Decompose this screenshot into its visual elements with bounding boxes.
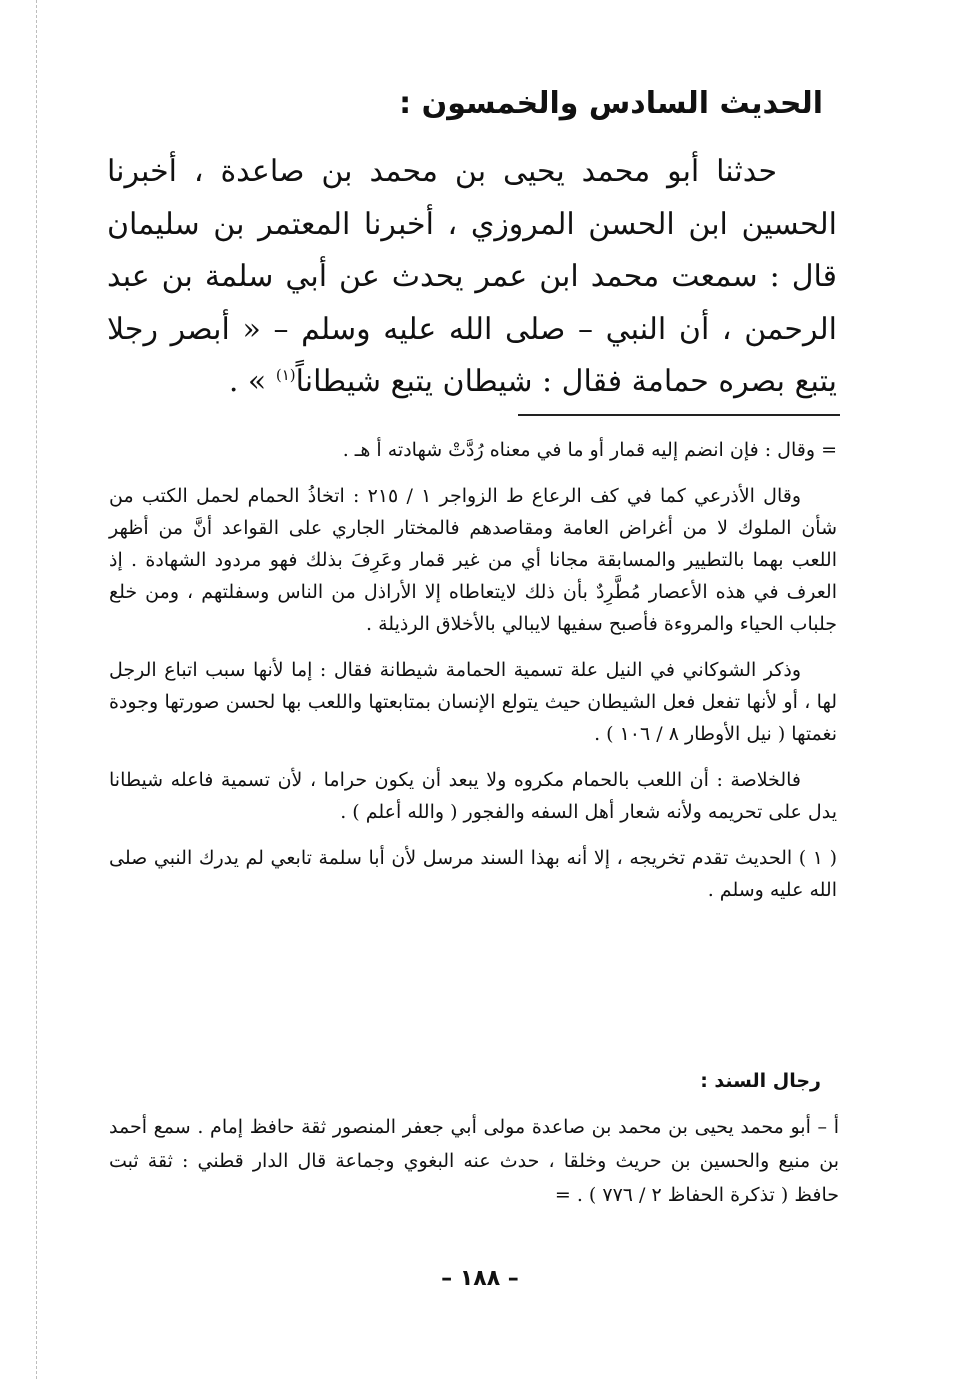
footnote-continuation: = وقال : فإن انضم إليه قمار أو ما في معناه رُدَّتْ شهادته أ هـ . xyxy=(342,439,837,461)
narrator-entry-a: أ – أبو محمد يحيى بن محمد بن صاعدة مولى أبي جعفر المنصور ثقة حافظ إمام . سمع أحمد بن منيع والحسين بن حريث وخلقا ، حدث عنه البغوي وجماعة قال الدار قطني : ثقة ثبت حافظ ( تذكرة الحفاظ ٢ / ٧٧٦ ) . = xyxy=(109,1116,839,1206)
hadith-text xyxy=(107,146,837,409)
footnote-separator xyxy=(518,414,840,416)
footnote-shawkani: وذكر الشوكاني في النيل علة تسمية الحمامة شيطانة فقال : إما لأنها سبب اتباع الرجل لها ، أو لأنها تفعل فعل الشيطان حيث يتولع الإنسان بمتابعتها واللعب بها لحسن صورتها وجودة نغمتها ( نيل الأوطار ٨ / ١٠٦ ) . xyxy=(109,659,837,745)
narrators-heading: رجال السند : xyxy=(700,1070,821,1092)
footnote-conclusion: فالخلاصة : أن اللعب بالحمام مكروه ولا يبعد أن يكون حراما ، لأن تسمية فاعله شيطانا يدل على تحريمه ولأنه شعار أهل السفه والفجور ( والله أعلم ) . xyxy=(109,769,837,823)
footnotes xyxy=(109,434,837,920)
footnote-1: ( ١ ) الحديث تقدم تخريجه ، إلا أنه بهذا السند مرسل لأن أبا سلمة تابعي لم يدرك النبي صلى الله عليه وسلم . xyxy=(109,847,838,901)
hadith-body: حدثنا أبو محمد يحيى بن محمد بن صاعدة ، أخبرنا الحسين ابن الحسن المروزي ، أخبرنا المعتمر بن سليمان قال : سمعت محمد ابن عمر يحدث عن أبي سلمة بن عبد الرحمن ، أن النبي – صلى الله عليه وسلم – « أبصر رجلا يتبع بصره حمامة فقال : شيطان يتبع شيطاناً xyxy=(107,154,837,399)
footnote-adhraai: وقال الأذرعي كما في كف الرعاع ط الزواجر ١ / ٢١٥ : اتخاذُ الحمام لحمل الكتب من شأن الملوك لا من أغراض العامة ومقاصدهم فالمختار الجاري على القواعد أنَّ من أظهر اللعب بهما بالتطيير والمسابقة مجانا أي من غير قمار وعَرِفَ بذلك فهو مردود الشهادة . إذ العرف في هذه الأعصار مُطَّرِدٌ بأن ذلك لايتعاطاه إلا الأراذل من الناس وسفلتهم ، ومن خلع جلباب الحياء والمروءة فأصبح سفيها لايبالي بالأخلاق الرذيلة . xyxy=(109,485,837,635)
page-number: – ١٨٨ – xyxy=(441,1266,519,1291)
hadith-end: » . xyxy=(228,364,276,399)
narrators-section xyxy=(109,1110,839,1212)
hadith-heading: الحديث السادس والخمسون : xyxy=(399,86,823,121)
footnote-reference: (١) xyxy=(275,366,296,384)
scan-margin-line xyxy=(36,0,37,1379)
